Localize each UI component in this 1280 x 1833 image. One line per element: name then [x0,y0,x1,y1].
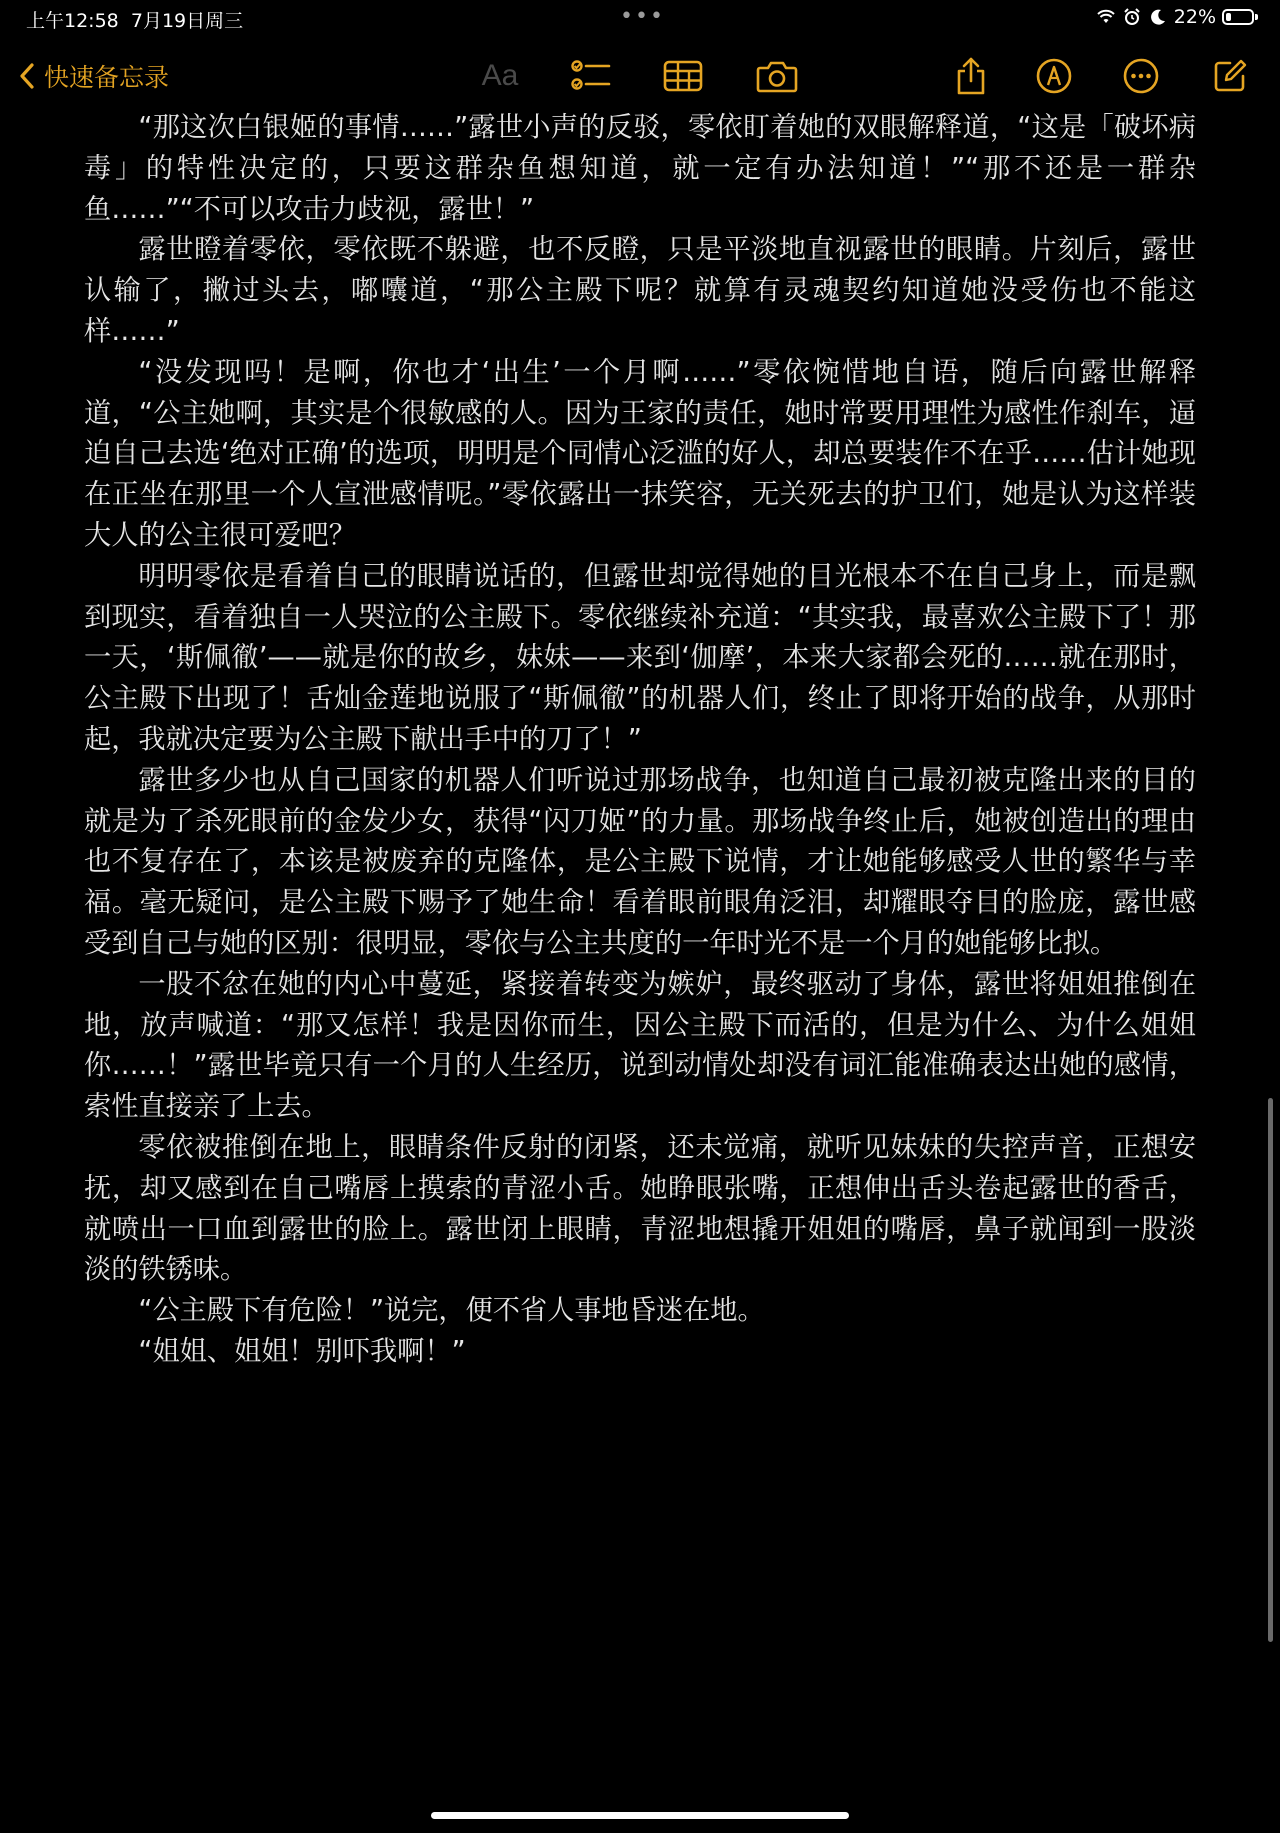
format-text-label: Aa [481,59,519,92]
battery-percent: 22% [1173,6,1216,28]
more-button[interactable] [1120,56,1162,96]
markup-button[interactable] [1033,56,1075,96]
note-paragraph: 露世瞪着零依，零依既不躲避，也不反瞪，只是平淡地直视露世的眼睛。片刻后，露世认输了，撇过头去，嘟囔道，“那公主殿下呢？就算有灵魂契约知道她没受伤也不能这样……” [84,234,1196,347]
note-paragraph: 一股不忿在她的内心中蔓延，紧接着转变为嫉妒，最终驱动了身体，露世将姐姐推倒在地，放声喊道：“那又怎样！我是因你而生，因公主殿下而活的，但是为什么、为什么姐姐你……！”露世毕竟只有一个月的人生经历，说到动情处却没有词汇能准确表达出她的感情，索性直接亲了上去。 [84,968,1196,1123]
format-text-button[interactable] [479,56,521,96]
compose-button[interactable] [1209,56,1251,96]
back-button[interactable] [18,58,169,94]
home-indicator[interactable] [431,1812,849,1819]
note-paragraph: “姐姐、姐姐！别吓我啊！” [138,1335,466,1367]
note-paragraph: “没发现吗！是啊，你也才‘出生’一个月啊……”零依惋惜地自语，随后向露世解释道，“公主她啊，其实是个很敏感的人。因为王家的责任，她时常要用理性为感性作刹车，逼迫自己去选‘绝对正确’的选项，明明是个同情心泛滥的好人，却总要装作不在乎……估计她现在正坐在那里一个人宣泄感情呢。”零依露出一抹笑容，无关死去的护卫们，她是认为这样装大人的公主很可爱吧？ [84,356,1196,551]
note-body[interactable] [84,108,1196,1373]
vertical-scrollbar[interactable] [1268,1098,1273,1642]
checklist-button[interactable] [570,56,612,96]
battery-icon [1222,9,1254,25]
battery-cap [1255,14,1258,20]
note-paragraph: “那这次白银姬的事情……”露世小声的反驳，零依盯着她的双眼解释道，“这是「破坏病毒」的特性决定的，只要这群杂鱼想知道，就一定有办法知道！”“那不还是一群杂鱼……”“不可以攻击力歧视，露世！” [84,112,1196,225]
checklist-icon [571,59,611,93]
camera-button[interactable] [756,56,798,96]
note-paragraph: 零依被推倒在地上，眼睛条件反射的闭紧，还未觉痛，就听见妹妹的失控声音，正想安抚，却又感到在自己嘴唇上摸索的青涩小舌。她睁眼张嘴，正想伸出舌头卷起露世的香舌，就喷出一口血到露世的脸上。露世闭上眼睛，青涩地想撬开姐姐的嘴唇，鼻子就闻到一股淡淡的铁锈味。 [84,1131,1196,1286]
back-button-label: 快速备忘录 [44,63,170,92]
table-button[interactable] [662,56,704,96]
share-button[interactable] [950,56,992,96]
multitasking-dots-icon[interactable]: ••• [620,4,665,29]
status-time-text: 上午12:58 [26,10,119,32]
note-paragraph: “公主殿下有危险！”说完，便不省人事地昏迷在地。 [138,1295,765,1327]
share-icon [954,57,988,95]
camera-icon [756,59,798,93]
table-icon [663,60,703,92]
notes-toolbar [0,48,1280,104]
note-paragraph: 露世多少也从自己国家的机器人们听说过那场战争，也知道自己最初被克隆出来的目的就是为了杀死眼前的金发少女，获得“闪刀姬”的力量。那场战争终止后，她被创造出的理由也不复存在了，本该是被废弃的克隆体，是公主殿下说情，才让她能够感受人世的繁华与幸福。毫无疑问，是公主殿下赐予了她生命！看着眼前眼角泛泪，却耀眼夺目的脸庞，露世感受到自己与她的区别：很明显，零依与公主共度的一年时光不是一个月的她能够比拟。 [84,764,1196,959]
battery-fill [1226,13,1231,21]
markup-pen-icon [1035,57,1073,95]
chevron-left-icon [18,62,36,90]
more-icon [1122,57,1160,95]
status-date-text: 7月19日周三 [130,10,244,32]
compose-icon [1212,58,1248,94]
note-paragraph: 明明零依是看着自己的眼睛说话的，但露世却觉得她的目光根本不在自己身上，而是飘到现实，看着独自一人哭泣的公主殿下。零依继续补充道：“其实我，最喜欢公主殿下了！那一天，‘斯佩徹’——就是你的故乡，妹妹——来到‘伽摩’，本来大家都会死的……就在那时，公主殿下出现了！舌灿金莲地说服了“斯佩徹”的机器人们，终止了即将开始的战争，从那时起，我就决定要为公主殿下献出手中的刀了！” [84,560,1196,755]
